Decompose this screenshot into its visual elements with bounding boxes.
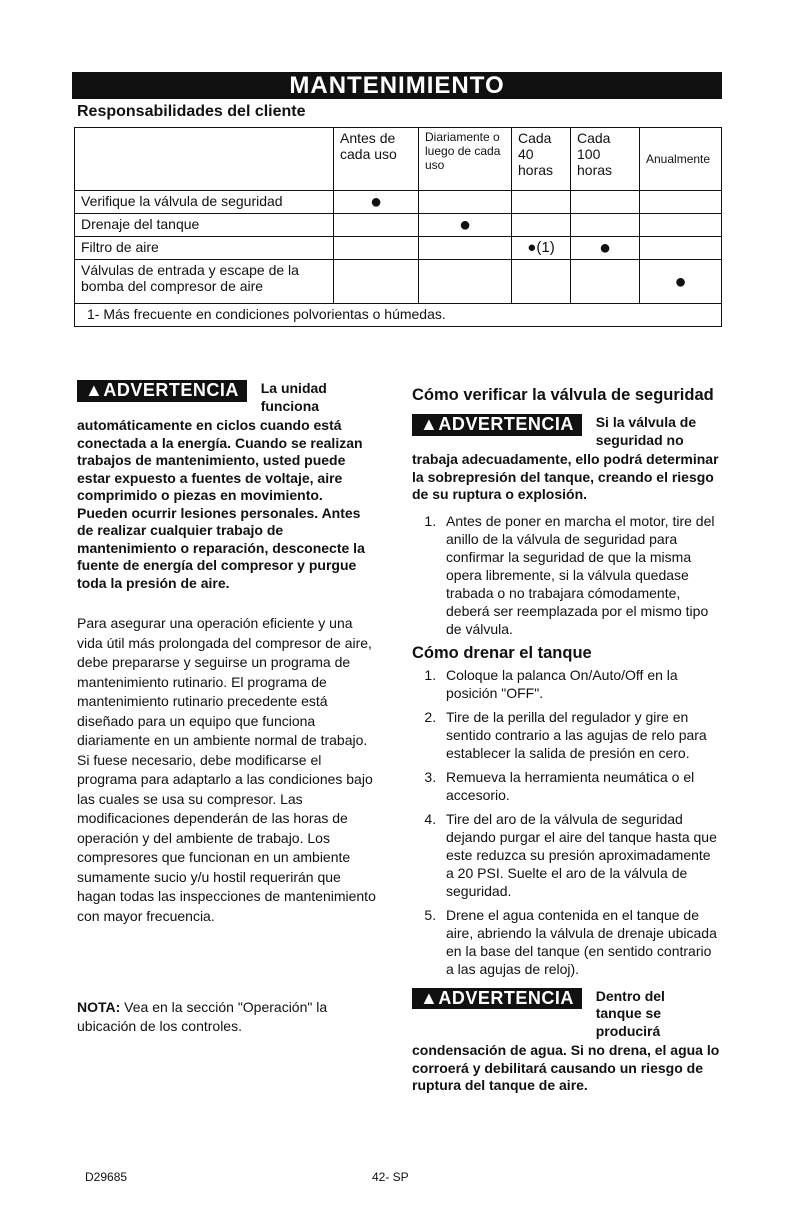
warning-text: automáticamente en ciclos cuando está conectada a la energía. Cuando se realizan trabajos de mantenimiento, usted puede estar expuesto a fuentes de voltaje, aire comprimido o piezas en movimiento. Pueden ocurrir lesiones personales. Antes de realizar cualquier trabajo de mantenimiento o reparación, desconecte la fuente de energía del compresor y purgue toda la presión de aire. — [77, 417, 365, 591]
table-row — [75, 260, 722, 304]
table-row — [75, 214, 722, 237]
table-header-cell: Cada 40 horas — [512, 128, 571, 191]
warning-text: condensación de agua. Si no drena, el agua lo corroerá y debilitará causando un riesgo de ruptura del tanque de aire. — [412, 1042, 720, 1093]
heading-drain-tank: Cómo drenar el tanque — [412, 643, 592, 662]
table-row — [75, 191, 722, 214]
maintenance-schedule-table — [74, 127, 722, 327]
table-cell-mark: ●(1) — [512, 237, 571, 260]
table-cell-mark — [334, 237, 419, 260]
table-cell-mark — [512, 214, 571, 237]
table-cell-mark — [640, 237, 722, 260]
maintenance-paragraph: Para asegurar una operación eficiente y una vida útil más prolongada del compresor de aire, debe prepararse y seguirse un programa de mantenimiento rutinario. El programa de mantenimiento rutinario precedente está diseñado para un equipo que funciona diariamente en un ambiente normal de trabajo. Si fuese necesario, debe modificarse el programa para adaptarlo a las condiciones bajo las cuales se usa su compresor. Las modificaciones dependerán de las horas de operación y del ambiente de trabajo. Los compresores que funcionan en un ambiente sumamente sucio y/u hostil requerirán que hagan todas las inspecciones de mantenimiento con mayor frecuencia. — [77, 615, 376, 924]
warning-head: La unidad funciona — [260, 380, 327, 414]
right-column — [412, 386, 722, 1095]
table-cell-mark — [334, 260, 419, 304]
steps-safety-valve — [412, 512, 722, 638]
list-item: 2. Tire de la perilla del regulador y gire en sentido contrario a las agujas de relo para establecer la salida de presión en cero. — [440, 708, 722, 762]
list-item: 3. Remueva la herramienta neumática o el accesorio. — [440, 768, 722, 804]
footer-page-number: 42- SP — [372, 1170, 409, 1184]
nota-label: NOTA: — [77, 999, 121, 1015]
table-cell-mark — [571, 214, 640, 237]
footer-code: D29685 — [85, 1170, 128, 1184]
warning-label: ▲ADVERTENCIA — [77, 380, 247, 402]
warning-head: Dentro del tanque se producirá — [595, 987, 665, 1039]
table-cell-mark — [512, 260, 571, 304]
warning-block-safety-valve — [412, 414, 722, 504]
table-header-cell — [75, 128, 334, 191]
warning-label: ▲ADVERTENCIA — [412, 414, 582, 436]
table-cell-task: Filtro de aire — [75, 237, 334, 260]
table-cell-mark: ● — [419, 214, 512, 237]
list-item: 5. Drene el agua contenida en el tanque de aire, abriendo la válvula de drenaje ubicada en la base del tanque (en sentido contrario a las agujas de reloj). — [440, 906, 722, 978]
warning-text: trabaja adecuadamente, ello podrá determinar la sobrepresión del tanque, creando el riesgo de su ruptura o explosión. — [412, 451, 719, 502]
table-cell-task: Válvulas de entrada y escape de la bomba del compresor de aire — [75, 260, 334, 304]
list-item: 4. Tire del aro de la válvula de seguridad dejando purgar el aire del tanque hasta que este reduzca su presión aproximadamente a 20 PSI. Suelte el aro de la válvula de seguridad. — [440, 810, 722, 900]
left-column — [77, 380, 377, 1036]
table-cell-mark — [512, 191, 571, 214]
table-cell-mark: ● — [640, 260, 722, 304]
table-header-row — [75, 128, 722, 191]
list-item: 1. Coloque la palanca On/Auto/Off en la posición "OFF". — [440, 666, 722, 702]
table-cell-mark — [640, 214, 722, 237]
table-cell-mark: ● — [334, 191, 419, 214]
steps-drain-tank — [412, 666, 722, 978]
table-cell-mark — [419, 237, 512, 260]
table-cell-task: Drenaje del tanque — [75, 214, 334, 237]
table-cell-mark — [419, 260, 512, 304]
warning-head: Si la válvula de seguridad no — [595, 414, 697, 448]
section-subtitle: Responsabilidades del cliente — [77, 103, 306, 120]
heading-check-safety-valve: Cómo verificar la válvula de seguridad — [412, 386, 714, 404]
table-footnote-row — [75, 304, 722, 327]
table-cell-mark — [334, 214, 419, 237]
warning-block-unit — [77, 380, 377, 592]
section-banner: MANTENIMIENTO — [72, 72, 722, 99]
warning-label: ▲ADVERTENCIA — [412, 988, 582, 1010]
list-item: 1. Antes de poner en marcha el motor, tire del anillo de la válvula de seguridad para confirmar la seguridad de que la misma opera libremente, si la válvula quedase trabada o no trabajara cómodamente, deberá ser reemplazada por el mismo tipo de válvula. — [440, 512, 722, 638]
table-cell-mark: ● — [571, 237, 640, 260]
table-header-cell: Anualmente — [640, 128, 722, 191]
table-header-cell: Antes de cada uso — [334, 128, 419, 191]
table-cell-mark — [571, 191, 640, 214]
nota-text: Vea en la sección "Operación" la ubicación de los controles. — [77, 999, 328, 1034]
table-header-cell: Diariamente o luego de cada uso — [419, 128, 512, 191]
warning-block-condensation — [412, 988, 722, 1095]
table-row — [75, 237, 722, 260]
table-header-cell: Cada 100 horas — [571, 128, 640, 191]
table-cell-task: Verifique la válvula de seguridad — [75, 191, 334, 214]
table-cell-mark — [419, 191, 512, 214]
table-cell-mark — [571, 260, 640, 304]
nota-paragraph — [77, 998, 377, 1036]
table-cell-mark — [640, 191, 722, 214]
table-footnote: 1- Más frecuente en condiciones polvorientas o húmedas. — [75, 304, 722, 327]
